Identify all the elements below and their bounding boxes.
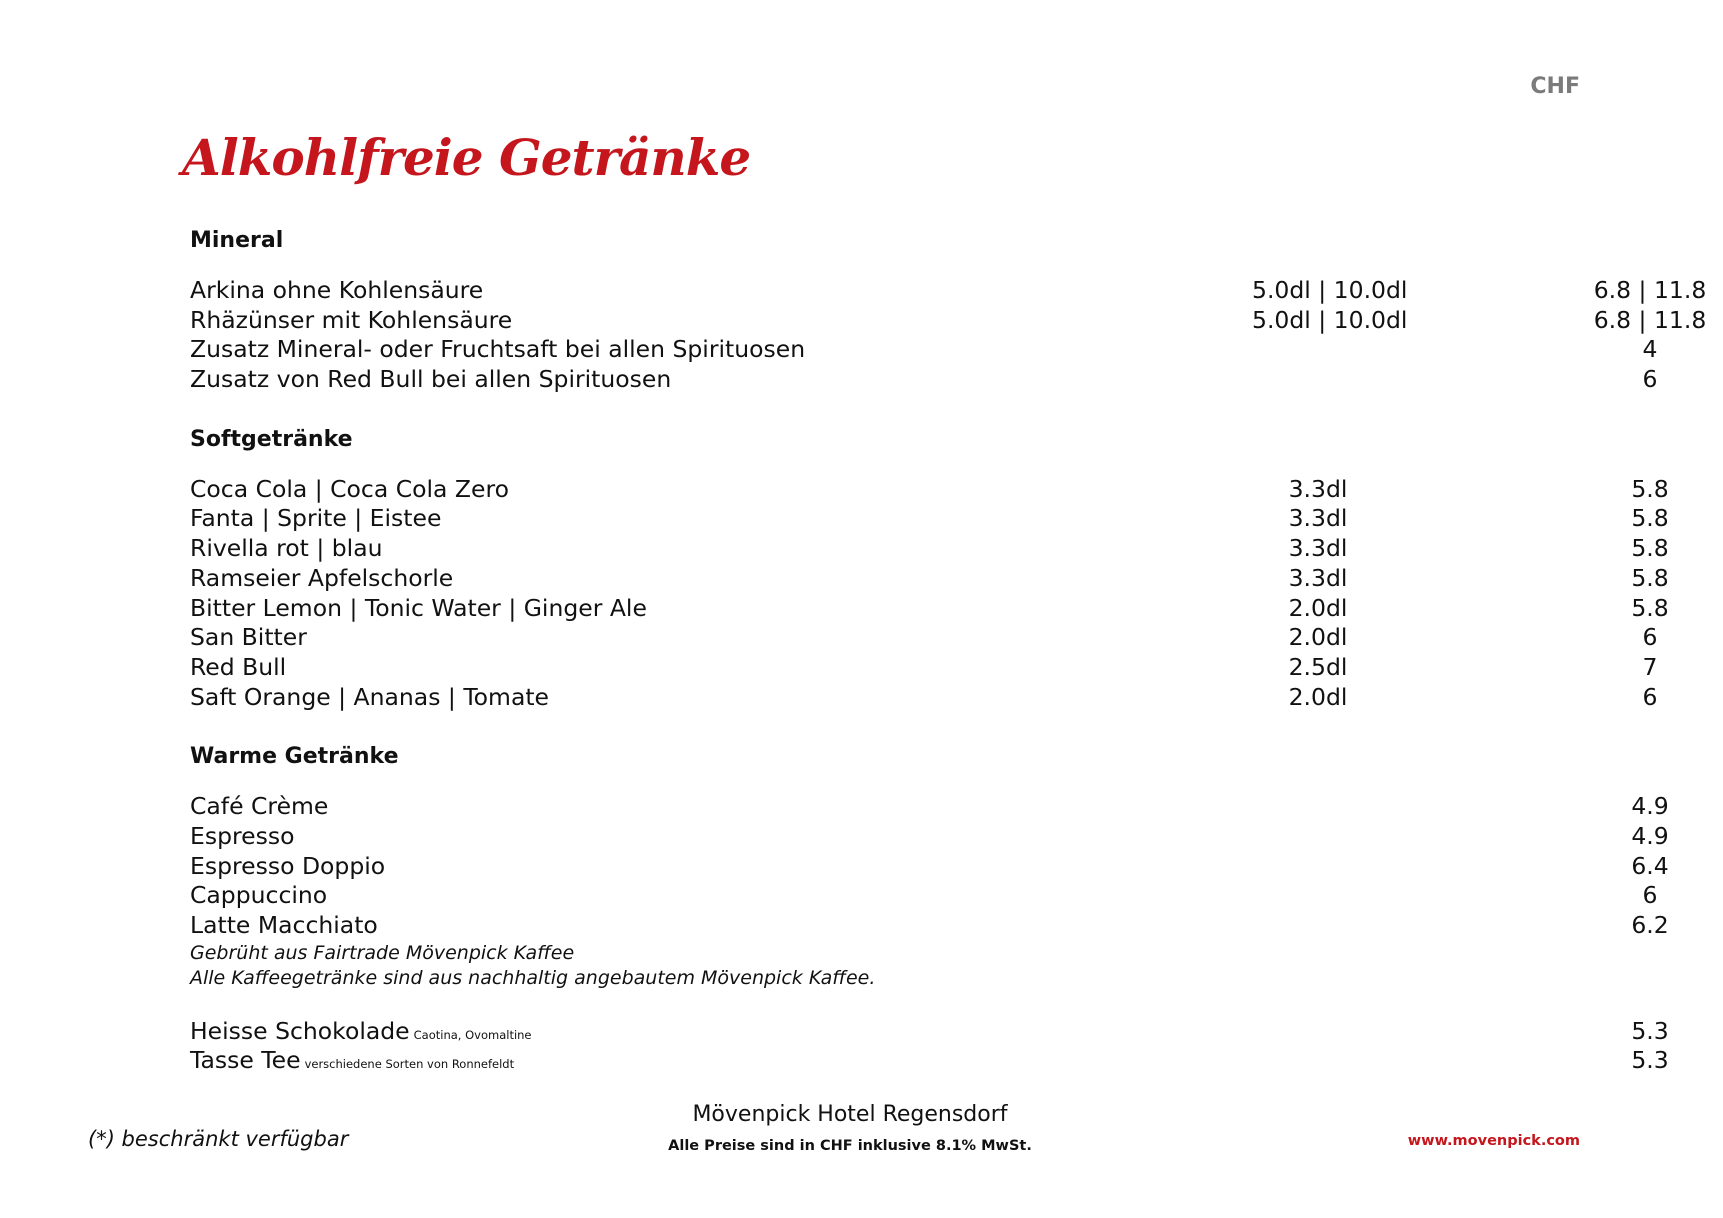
item-name <box>190 1046 514 1080</box>
item-price: 7 <box>1642 652 1658 681</box>
item-size: 2.5dl <box>1288 652 1348 681</box>
hotel-name: Mövenpick Hotel Regensdorf <box>692 1102 1008 1127</box>
menu-item <box>190 652 1658 683</box>
item-price: 4.9 <box>1631 792 1669 821</box>
item-name: Bitter Lemon | Tonic Water | Ginger Ale <box>190 593 647 622</box>
item-price: 4.9 <box>1631 821 1669 850</box>
item-price: 5.8 <box>1631 474 1669 503</box>
menu-item <box>190 623 1658 653</box>
menu-item <box>190 563 1669 594</box>
website-link[interactable]: www.movenpick.com <box>1407 1133 1580 1149</box>
item-name: Espresso <box>190 821 295 850</box>
item-size: 3.3dl <box>1288 563 1348 592</box>
menu-item <box>190 593 1669 624</box>
item-subtext: Caotina, Ovomaltine <box>413 1027 532 1042</box>
item-price: 5.8 <box>1631 593 1669 622</box>
menu-item <box>190 682 1658 713</box>
item-price: 5.3 <box>1631 1046 1669 1075</box>
menu-item <box>190 851 1669 882</box>
item-price: 6 <box>1642 881 1658 910</box>
item-size: 2.0dl <box>1288 623 1348 652</box>
item-size: 2.0dl <box>1288 682 1348 711</box>
item-name: Saft Orange | Ananas | Tomate <box>190 682 550 711</box>
item-name: Cappuccino <box>190 881 328 910</box>
coffee-note: Alle Kaffeegetränke sind aus nachhaltig angebautem Mövenpick Kaffee. <box>190 966 876 989</box>
item-name: Red Bull <box>190 652 287 681</box>
section-title: Mineral <box>190 228 284 253</box>
item-name: Espresso Doppio <box>190 851 386 880</box>
menu-item <box>190 365 1658 395</box>
item-name: Rhäzünser mit Kohlensäure <box>190 305 513 334</box>
item-price: 5.8 <box>1631 504 1669 533</box>
item-price: 4 <box>1642 335 1658 364</box>
item-name: Zusatz Mineral- oder Fruchtsaft bei allen Spirituosen <box>190 335 806 364</box>
item-price: 6.8 | 11.8 <box>1593 305 1707 334</box>
item-size: 5.0dl | 10.0dl <box>1252 276 1408 304</box>
item-size: 3.3dl <box>1288 534 1348 563</box>
vat-note: Alle Preise sind in CHF inklusive 8.1% MwSt. <box>668 1138 1032 1154</box>
menu-item <box>190 504 1669 534</box>
limited-availability-note: (*) beschränkt verfügbar <box>88 1127 349 1151</box>
menu-list <box>190 226 1707 1106</box>
page-title: Alkohlfreie Getränke <box>182 128 751 187</box>
item-name: Latte Macchiato <box>190 911 378 939</box>
item-price: 5.8 <box>1631 534 1669 563</box>
coffee-notes <box>190 941 1590 991</box>
item-name <box>190 1017 532 1051</box>
menu-item <box>190 305 1707 336</box>
item-price: 6.2 <box>1631 911 1669 939</box>
item-price: 6 <box>1642 682 1658 711</box>
item-size: 3.3dl <box>1288 474 1348 503</box>
section-mineral <box>190 226 1707 395</box>
item-name-text: Tasse Tee <box>190 1046 301 1075</box>
item-price: 6 <box>1642 623 1658 652</box>
item-price: 6.4 <box>1631 851 1669 880</box>
menu-item <box>190 911 1669 941</box>
item-name-text: Heisse Schokolade <box>190 1016 410 1045</box>
item-name: Café Crème <box>190 792 329 821</box>
item-name: Rivella rot | blau <box>190 534 383 563</box>
item-price: 6.8 | 11.8 <box>1593 276 1707 304</box>
item-name: Ramseier Apfelschorle <box>190 563 454 592</box>
section-title: Softgetränke <box>190 426 353 452</box>
section-softdrinks <box>190 425 1669 713</box>
item-name: Arkina ohne Kohlensäure <box>190 276 484 304</box>
menu-item <box>190 335 1658 365</box>
menu-item <box>190 276 1707 306</box>
menu-item <box>190 474 1669 505</box>
item-subtext: verschiedene Sorten von Ronnefeldt <box>304 1057 515 1072</box>
item-size: 5.0dl | 10.0dl <box>1252 305 1408 334</box>
menu-item <box>190 821 1669 852</box>
menu-item <box>190 881 1658 911</box>
item-name: Coca Cola | Coca Cola Zero <box>190 474 509 503</box>
footer-center <box>560 1098 1140 1156</box>
item-size: 3.3dl <box>1288 504 1348 533</box>
item-name: San Bitter <box>190 623 307 652</box>
item-price: 6 <box>1642 365 1658 394</box>
menu-item <box>190 1016 1669 1047</box>
menu-item <box>190 534 1669 564</box>
coffee-note: Gebrüht aus Fairtrade Mövenpick Kaffee <box>190 941 575 964</box>
item-price: 5.3 <box>1631 1016 1669 1045</box>
section-hot-drinks <box>190 742 1669 1076</box>
item-size: 2.0dl <box>1288 593 1348 622</box>
currency-label: CHF <box>1530 74 1580 99</box>
menu-item <box>190 1046 1669 1076</box>
menu-item <box>190 792 1669 822</box>
item-name: Zusatz von Red Bull bei allen Spirituosen <box>190 365 672 394</box>
item-name: Fanta | Sprite | Eistee <box>190 504 442 533</box>
item-price: 5.8 <box>1631 563 1669 592</box>
section-title: Warme Getränke <box>190 744 399 770</box>
